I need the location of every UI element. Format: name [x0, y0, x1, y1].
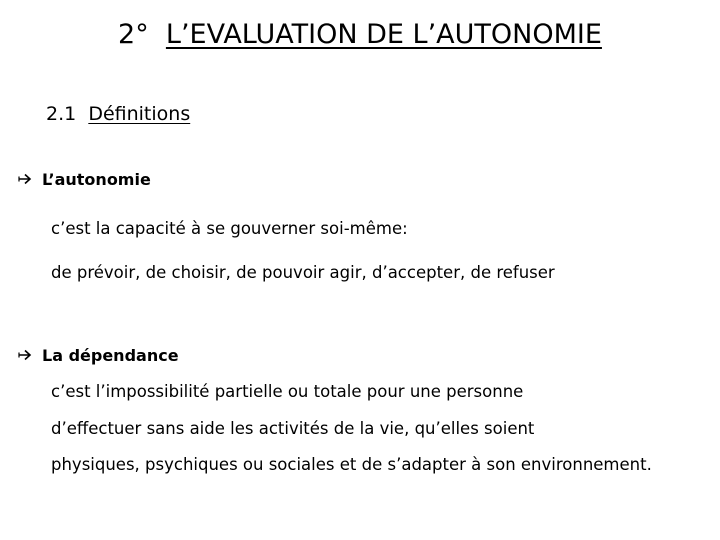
- arrow-bullet-icon: [18, 169, 42, 191]
- definition-line: physiques, psychiques ou sociales et de s’adapter à son environnement.: [51, 455, 652, 474]
- page-title: [0, 18, 720, 52]
- definition-line: d’effectuer sans aide les activités de la vie, qu’elles soient: [51, 419, 535, 438]
- definition-line: de prévoir, de choisir, de pouvoir agir, d’accepter, de refuser: [51, 263, 555, 282]
- title-text: L’EVALUATION DE L’AUTONOMIE: [165, 19, 602, 50]
- arrow-bullet-icon: [18, 345, 42, 367]
- section-heading-text: Définitions: [88, 103, 191, 125]
- section-number: 2.1: [46, 103, 77, 125]
- bullet-dependance: [18, 345, 179, 367]
- title-number: 2°: [118, 19, 149, 50]
- section-heading: [46, 101, 190, 127]
- definition-line: c’est la capacité à se gouverner soi-même:: [51, 219, 408, 238]
- bullet-autonomie: [18, 169, 151, 191]
- term-dependance: La dépendance: [42, 346, 179, 365]
- term-autonomie: L’autonomie: [42, 170, 151, 189]
- definition-line: c’est l’impossibilité partielle ou totale pour une personne: [51, 382, 524, 401]
